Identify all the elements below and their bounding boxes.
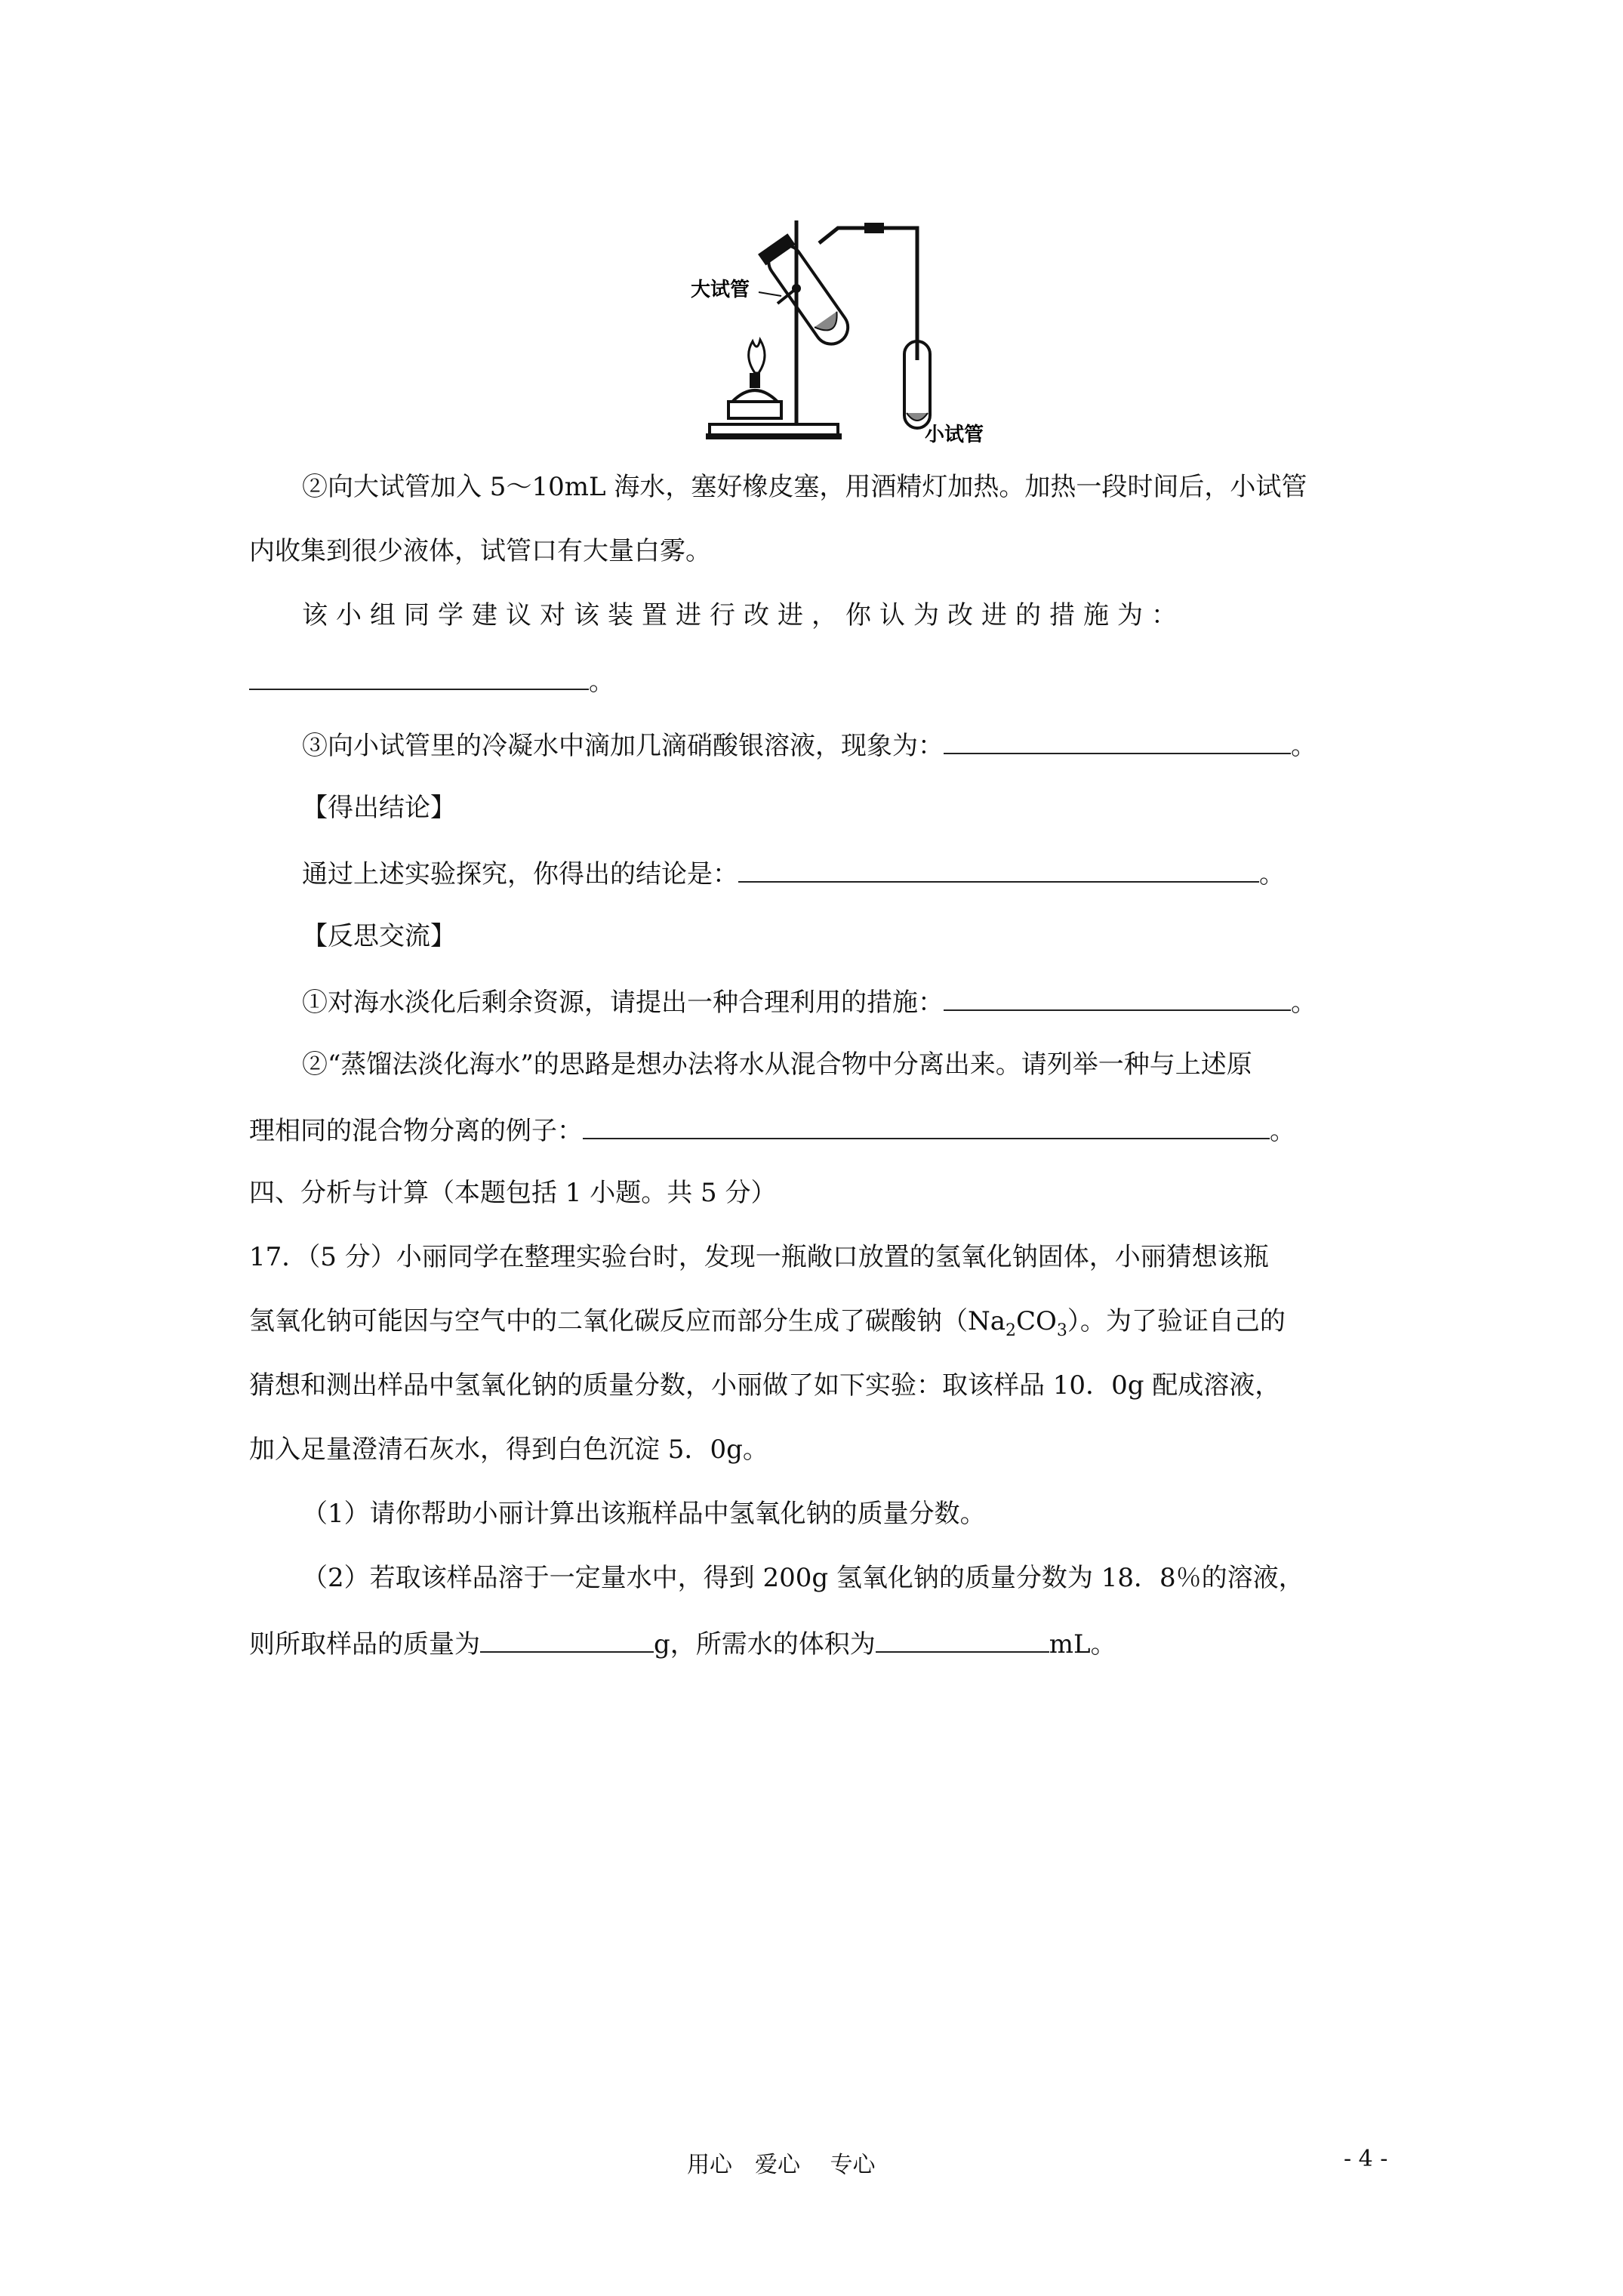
answer-blank[interactable] <box>738 857 1259 883</box>
text-line-3: 该小组同学建议对该装置进行改进，你认为改进的措施为： <box>302 600 1185 630</box>
answer-blank[interactable] <box>944 985 1291 1011</box>
answer-blank[interactable] <box>944 729 1291 754</box>
text-line-15: 猜想和测出样品中氢氧化钠的质量分数，小丽做了如下实验：取该样品 10．0g 配成溶液， <box>249 1370 1281 1401</box>
text-line-13: 17．（5 分）小丽同学在整理实验台时，发现一瓶敞口放置的氢氧化钠固体，小丽猜想该瓶 <box>249 1242 1269 1272</box>
page-number: - 4 - <box>1344 2146 1388 2172</box>
text-line-11: 理相同的混合物分离的例子： 。 <box>249 1114 1295 1146</box>
answer-blank[interactable] <box>249 664 589 690</box>
text-line-14: 氢氧化钠可能因与空气中的二氧化碳反应而部分生成了碳酸钠$(Na_2CO_3)$。为了验证自己的 <box>249 1306 1286 1340</box>
footer-motto: 用心 爱心 专心 <box>687 2152 876 2178</box>
text-line-2: 内收集到很少液体，试管口有大量白雾。 <box>249 536 711 566</box>
answer-blank[interactable] <box>583 1114 1270 1139</box>
text-line-7: 通过上述实验探究，你得出的结论是： 。 <box>302 857 1285 889</box>
section-heading-reflection: 【反思交流】 <box>302 921 456 951</box>
text-line-10: ②“蒸馏法淡化海水”的思路是想办法将水从混合物中分离出来。请列举一种与上述原 <box>302 1049 1252 1080</box>
answer-line-improvement: 。 <box>249 664 614 697</box>
text-line-16: 加入足量澄清石灰水，得到白色沉淀 5．0g。 <box>249 1435 768 1465</box>
text-line-17: （1）请你帮助小丽计算出该瓶样品中氢氧化钠的质量分数。 <box>302 1499 986 1529</box>
answer-blank-mass[interactable] <box>480 1627 654 1653</box>
small-tube-label: 小试管 <box>925 424 984 446</box>
section-heading-calculation: 四、分析与计算（本题包括 1 小题。共 5 分） <box>249 1178 777 1208</box>
text-line-18: （2）若取该样品溶于一定量水中，得到 200g 氢氧化钠的质量分数为 18．8％的溶液， <box>302 1563 1304 1593</box>
big-tube-label: 大试管 <box>691 279 750 301</box>
text-line-5: ③向小试管里的冷凝水中滴加几滴硝酸银溶液，现象为： 。 <box>302 729 1317 761</box>
text-line-1: ②向大试管加入 5～10mL 海水，塞好橡皮塞，用酒精灯加热。加热一段时间后，小试管 <box>302 472 1307 502</box>
answer-blank-volume[interactable] <box>876 1627 1049 1653</box>
text-line-19: 则所取样品的质量为 g，所需水的体积为 mL。 <box>249 1627 1116 1660</box>
text-line-9: ①对海水淡化后剩余资源，请提出一种合理利用的措施： 。 <box>302 985 1317 1018</box>
distillation-apparatus-figure <box>691 198 1008 447</box>
section-heading-conclusion: 【得出结论】 <box>302 793 456 823</box>
